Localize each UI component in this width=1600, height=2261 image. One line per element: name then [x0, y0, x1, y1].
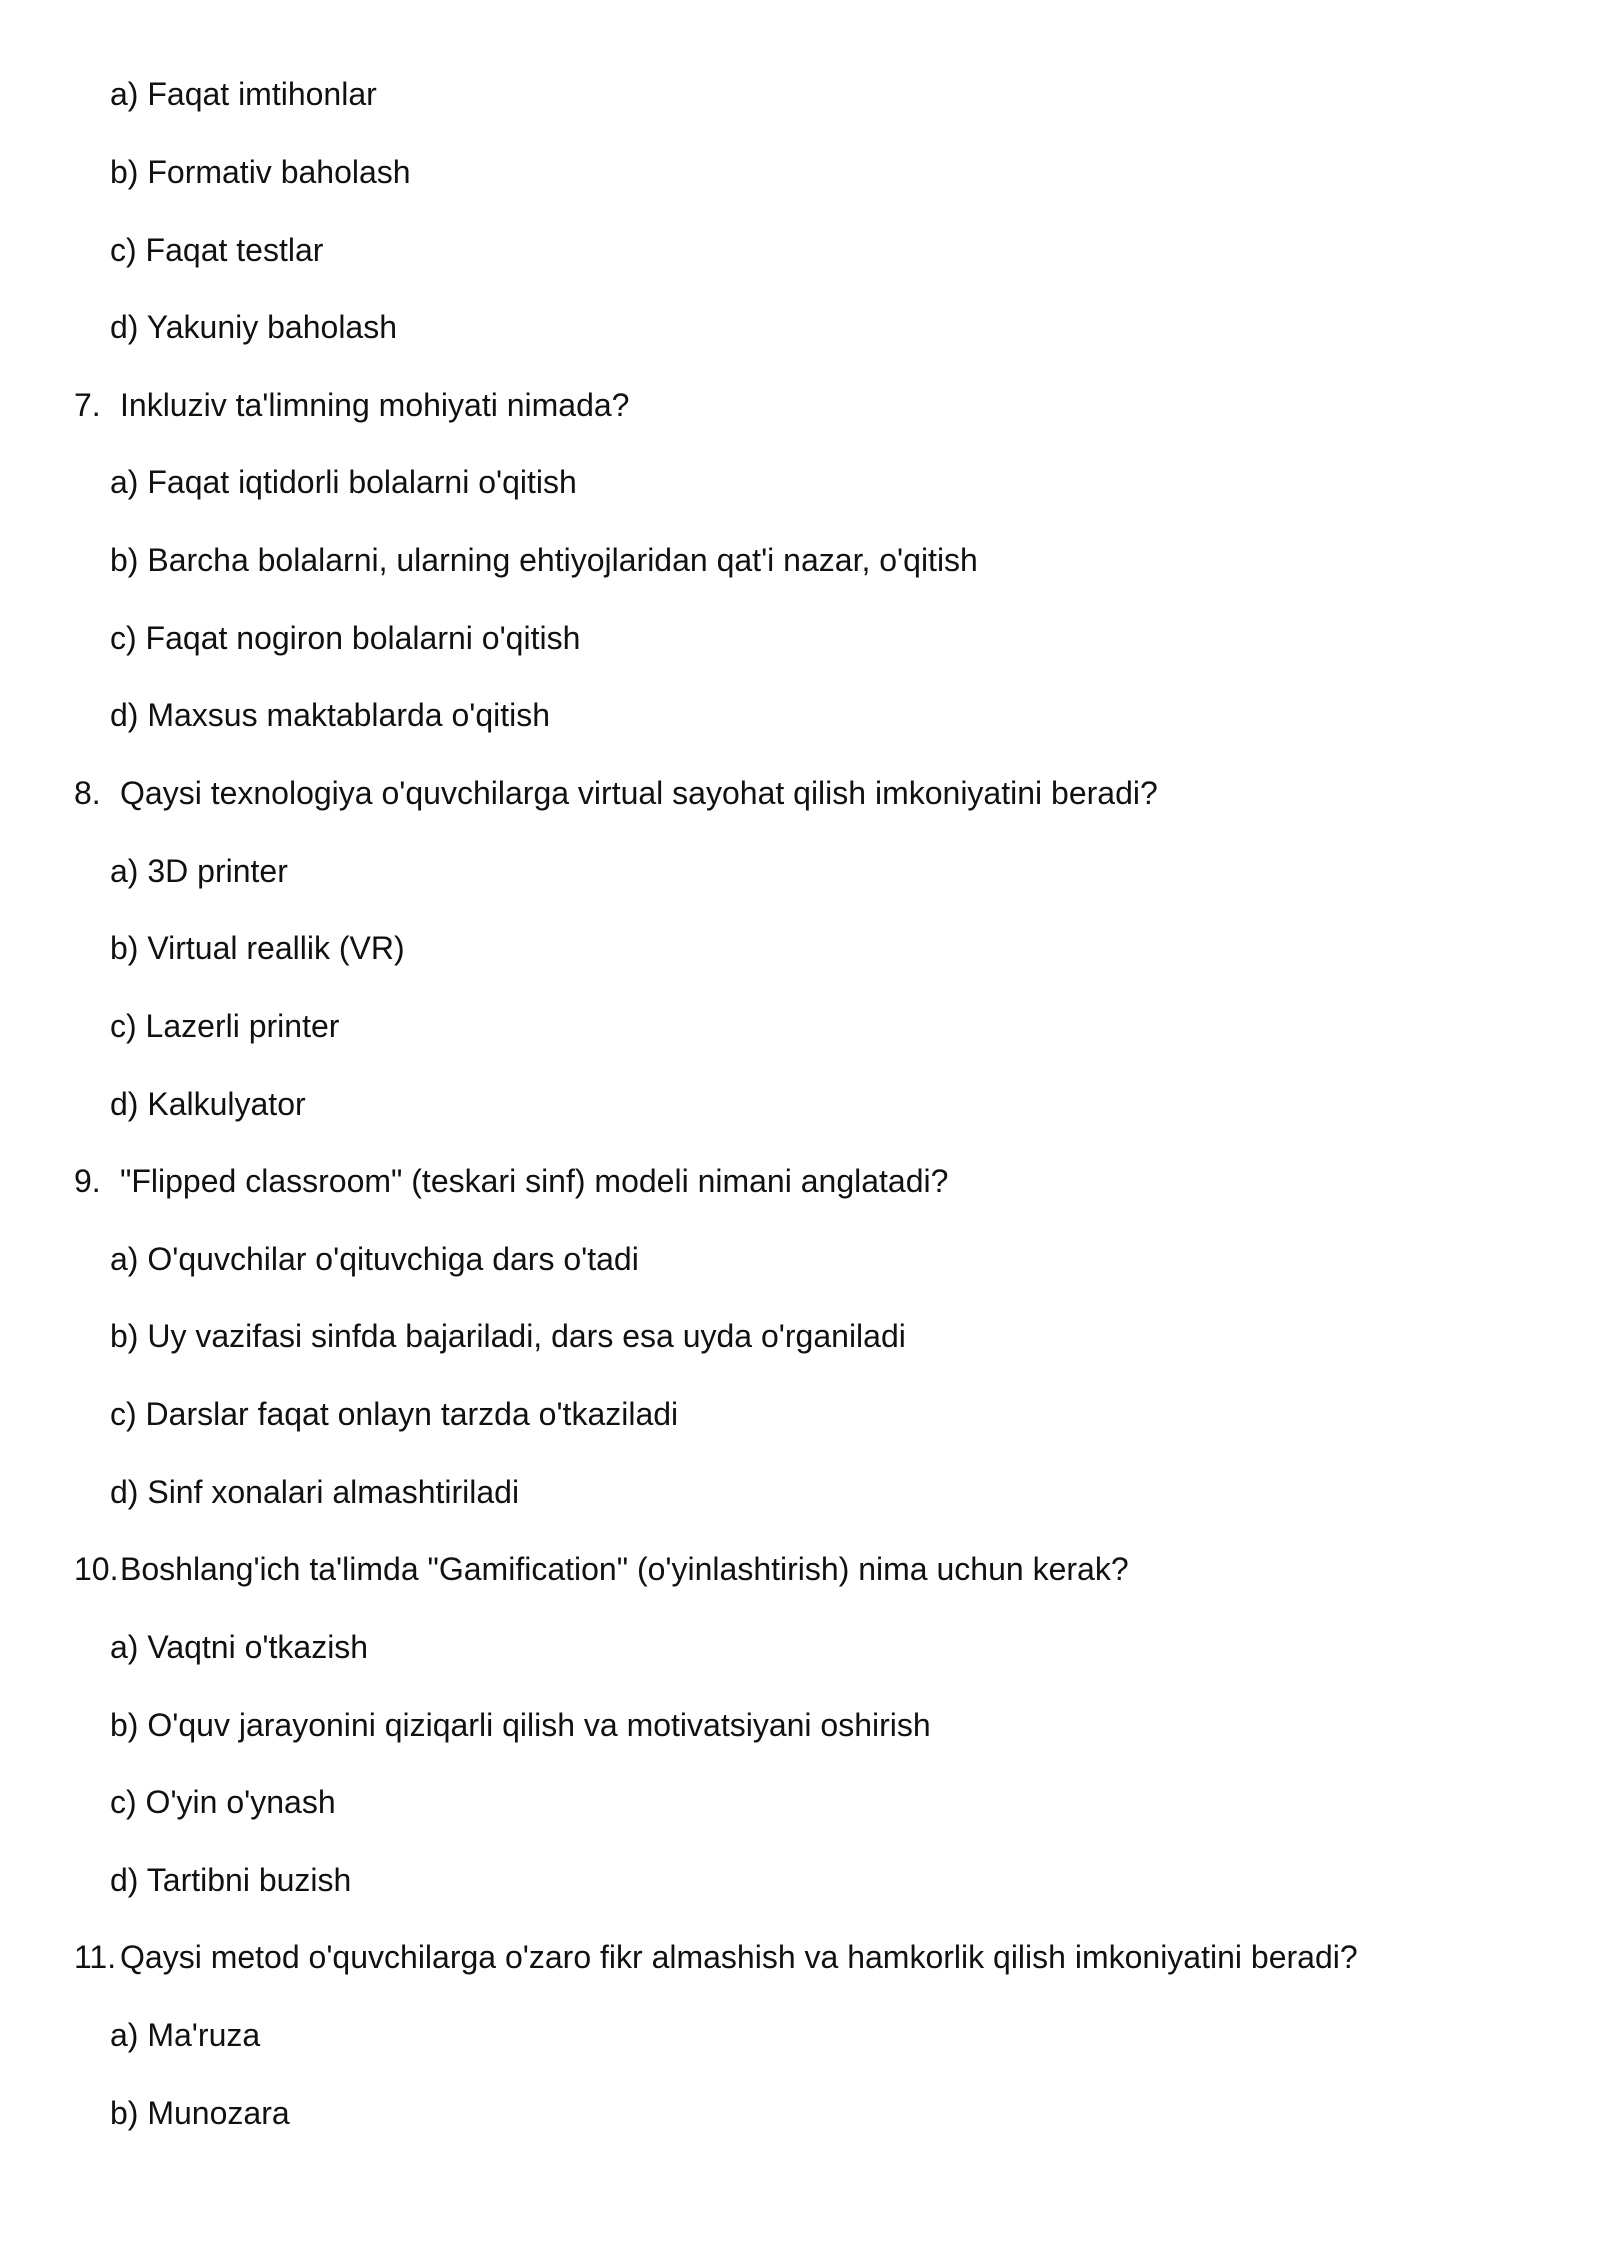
option-line: a) Ma'ruza: [110, 2017, 261, 2053]
option-line: a) Faqat iqtidorli bolalarni o'qitish: [110, 464, 577, 500]
question-line: [74, 1549, 1129, 1589]
option-line: b) Virtual reallik (VR): [110, 930, 405, 966]
question-line: [74, 385, 629, 425]
option-line: c) Darslar faqat onlayn tarzda o'tkaziladi: [110, 1396, 679, 1432]
option-line: d) Tartibni buzish: [110, 1862, 352, 1898]
option-line: b) O'quv jarayonini qiziqarli qilish va motivatsiyani oshirish: [110, 1707, 931, 1743]
option-line: b) Munozara: [110, 2095, 290, 2131]
question-text: Boshlang'ich ta'limda "Gamification" (o'yinlashtirish) nima uchun kerak?: [120, 1551, 1129, 1587]
question-line: [74, 773, 1158, 813]
option-line: a) 3D printer: [110, 853, 288, 889]
question-text: Inkluziv ta'limning mohiyati nimada?: [120, 387, 630, 423]
option-line: c) Faqat testlar: [110, 232, 324, 268]
question-number: 9.: [74, 1163, 101, 1199]
option-line: c) O'yin o'ynash: [110, 1784, 336, 1820]
question-text: Qaysi texnologiya o'quvchilarga virtual sayohat qilish imkoniyatini beradi?: [120, 775, 1158, 811]
option-line: d) Yakuniy baholash: [110, 309, 398, 345]
question-text: "Flipped classroom" (teskari sinf) modeli nimani anglatadi?: [120, 1163, 949, 1199]
question-number: 7.: [74, 387, 101, 423]
question-number: 11.: [74, 1939, 117, 1975]
question-text: Qaysi metod o'quvchilarga o'zaro fikr almashish va hamkorlik qilish imkoniyatini beradi?: [120, 1939, 1358, 1975]
question-line: [74, 1161, 948, 1201]
option-line: a) O'quvchilar o'qituvchiga dars o'tadi: [110, 1241, 639, 1277]
option-line: b) Formativ baholash: [110, 154, 411, 190]
option-line: a) Faqat imtihonlar: [110, 76, 377, 112]
option-line: d) Maxsus maktablarda o'qitish: [110, 697, 551, 733]
question-line: [74, 1937, 1358, 1977]
option-line: d) Sinf xonalari almashtiriladi: [110, 1474, 520, 1510]
question-number: 8.: [74, 775, 101, 811]
option-line: c) Faqat nogiron bolalarni o'qitish: [110, 620, 581, 656]
option-line: d) Kalkulyator: [110, 1086, 306, 1122]
option-line: b) Uy vazifasi sinfda bajariladi, dars esa uyda o'rganiladi: [110, 1318, 906, 1354]
option-line: c) Lazerli printer: [110, 1008, 340, 1044]
option-line: b) Barcha bolalarni, ularning ehtiyojlaridan qat'i nazar, o'qitish: [110, 542, 978, 578]
question-number: 10.: [74, 1551, 119, 1587]
option-line: a) Vaqtni o'tkazish: [110, 1629, 369, 1665]
